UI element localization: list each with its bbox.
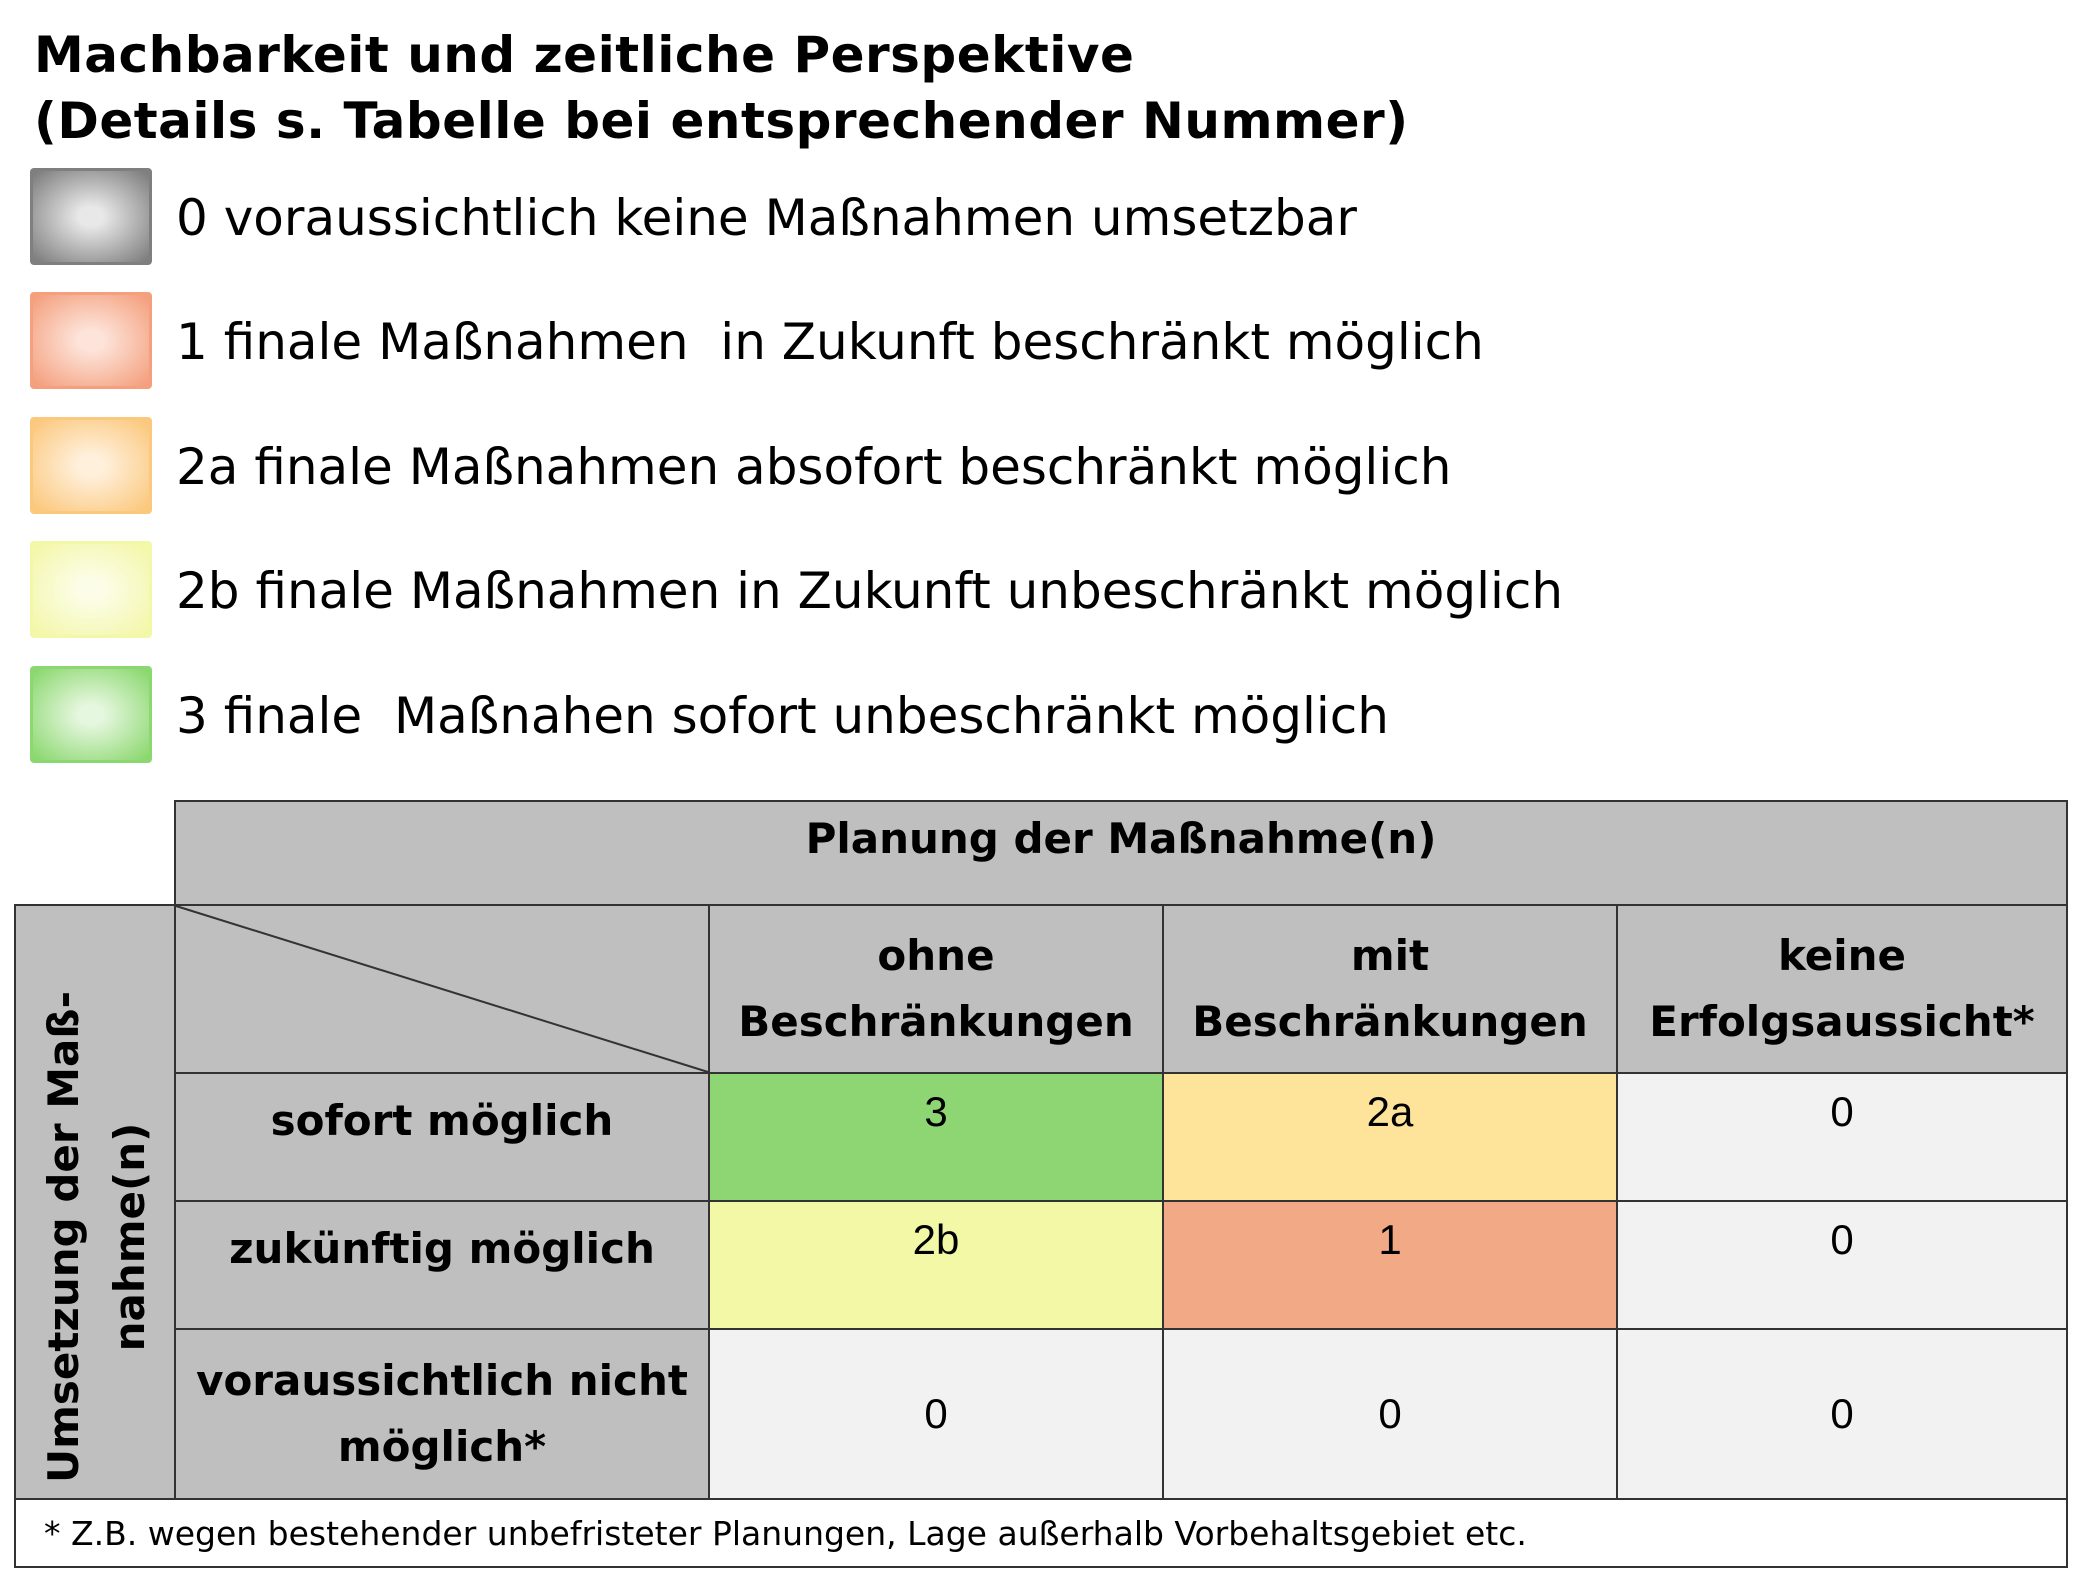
legend-item-4 [30, 666, 1530, 766]
table-cell: 0 [1616, 1200, 2068, 1330]
table-cell: 0 [1616, 1328, 2068, 1500]
legend-label-4: 3 finale Maßnahen sofort unbeschränkt möglich [176, 687, 1389, 745]
column-header-line-1: ohne [877, 931, 995, 980]
table-cell: 1 [1162, 1200, 1618, 1330]
column-header-line-2: Beschränkungen [738, 997, 1134, 1046]
column-header-keine [1616, 904, 2068, 1074]
title-line-2: (Details s. Tabelle bei entsprechender Nummer) [34, 92, 1409, 150]
legend-item-2 [30, 417, 1530, 517]
table-cell: 3 [708, 1072, 1164, 1202]
table-corner-cell [174, 904, 710, 1074]
row-header-sofort [174, 1072, 710, 1202]
table-footnote: * Z.B. wegen bestehender unbefristeter Planungen, Lage außerhalb Vorbehaltsgebiet etc. [14, 1498, 2068, 1568]
legend-label-2: 2a finale Maßnahmen absofort beschränkt möglich [176, 438, 1452, 496]
column-header-ohne [708, 904, 1164, 1074]
column-header-line-1: keine [1777, 931, 1907, 980]
table-cell: 0 [1616, 1072, 2068, 1202]
corner-diagonal-line [174, 904, 710, 1074]
column-header-line-2: Erfolgsaussicht* [1649, 997, 2035, 1046]
table-cell: 2a [1162, 1072, 1618, 1202]
row-header-zukuenftig [174, 1200, 710, 1330]
legend-swatch-1 [30, 292, 152, 389]
legend-swatch-0 [30, 168, 152, 265]
row-header-label-line-1: voraussichtlich nicht [196, 1356, 688, 1405]
table-cell: 0 [708, 1328, 1164, 1500]
table-cell: 2b [708, 1200, 1164, 1330]
row-header-label: zukünftig möglich [229, 1224, 655, 1273]
table-top-header: Planung der Maßnahme(n) [174, 800, 2068, 906]
page-title [34, 22, 1409, 154]
legend-swatch-3 [30, 541, 152, 638]
legend-label-1: 1 finale Maßnahmen in Zukunft beschränkt möglich [176, 313, 1484, 371]
table-side-header [31, 939, 163, 1535]
side-header-line-2: nahme(n) [105, 1122, 154, 1352]
legend-swatch-2 [30, 417, 152, 514]
column-header-line-1: mit [1350, 931, 1430, 980]
title-line-1: Machbarkeit und zeitliche Perspektive [34, 26, 1135, 84]
legend-label-3: 2b finale Maßnahmen in Zukunft unbeschränkt möglich [176, 562, 1564, 620]
table-cell: 0 [1162, 1328, 1618, 1500]
row-header-nicht-moeglich [174, 1328, 710, 1500]
row-header-label-line-2: möglich* [337, 1422, 547, 1471]
side-header-line-1: Umsetzung der Maß- [39, 990, 88, 1484]
column-header-mit [1162, 904, 1618, 1074]
legend-item-3 [30, 541, 1564, 641]
legend-swatch-4 [30, 666, 152, 763]
column-header-line-2: Beschränkungen [1192, 997, 1588, 1046]
legend-item-1 [30, 292, 1530, 392]
table-side-header-cell [14, 904, 176, 1500]
row-header-label: sofort möglich [270, 1096, 614, 1145]
legend-item-0 [30, 168, 1530, 268]
legend-label-0: 0 voraussichtlich keine Maßnahmen umsetzbar [176, 189, 1357, 247]
